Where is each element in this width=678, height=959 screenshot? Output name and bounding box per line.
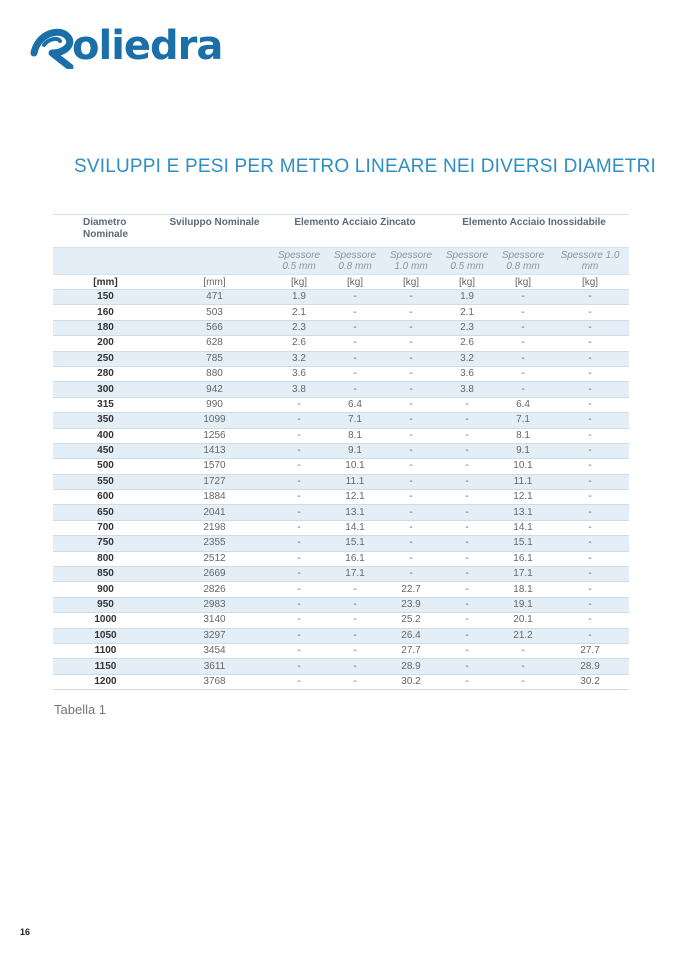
table-cell: 19.1 (495, 597, 551, 612)
table-row (53, 305, 629, 320)
table-cell: 14.1 (495, 520, 551, 535)
table-cell: - (551, 628, 629, 643)
page-title: SVILUPPI E PESI PER METRO LINEARE NEI DIVERSI DIAMETRI (74, 156, 656, 177)
table-cell: - (327, 628, 383, 643)
table-cell: 566 (158, 320, 271, 335)
table-row (53, 382, 629, 397)
table-cell: 3768 (158, 674, 271, 689)
table-cell: 2.3 (271, 320, 327, 335)
table-cell: 350 (53, 413, 158, 428)
table-cell: 471 (158, 290, 271, 305)
table-cell: - (271, 567, 327, 582)
thickness-cell: Spessore 0.5 mm (439, 248, 495, 275)
table-cell: 2041 (158, 505, 271, 520)
table-cell: - (271, 674, 327, 689)
units-row (53, 275, 629, 290)
table-cell: - (271, 613, 327, 628)
table-cell: 10.1 (327, 459, 383, 474)
table-cell: - (271, 536, 327, 551)
table-cell: - (551, 382, 629, 397)
table-cell: - (271, 628, 327, 643)
table-cell: - (271, 474, 327, 489)
table-cell: 1413 (158, 443, 271, 458)
table-cell: 2.1 (439, 305, 495, 320)
table-cell: 10.1 (495, 459, 551, 474)
table-cell: 1884 (158, 490, 271, 505)
table-cell: 3297 (158, 628, 271, 643)
table-cell: - (383, 505, 439, 520)
table-cell: 1100 (53, 643, 158, 658)
table-cell: - (551, 320, 629, 335)
table-cell: 1570 (158, 459, 271, 474)
table-cell: 11.1 (327, 474, 383, 489)
table-cell: - (495, 320, 551, 335)
table-cell: 3.8 (439, 382, 495, 397)
table-cell: 6.4 (495, 397, 551, 412)
table-cell: - (439, 413, 495, 428)
table-cell: - (551, 551, 629, 566)
table-cell: 13.1 (327, 505, 383, 520)
header-inox: Elemento Acciaio Inossidabile (439, 215, 629, 248)
unit-cell: [kg] (495, 275, 551, 290)
table-cell: - (551, 582, 629, 597)
table-row (53, 413, 629, 428)
table-cell: 13.1 (495, 505, 551, 520)
table-cell: 8.1 (327, 428, 383, 443)
table-row (53, 459, 629, 474)
table-cell: 650 (53, 505, 158, 520)
table-cell: 26.4 (383, 628, 439, 643)
table-cell: - (439, 643, 495, 658)
table-cell: 250 (53, 351, 158, 366)
table-cell: - (383, 551, 439, 566)
table-cell: 300 (53, 382, 158, 397)
table-cell: 1150 (53, 659, 158, 674)
table-cell: 990 (158, 397, 271, 412)
weights-table (53, 214, 629, 690)
table-cell: - (327, 366, 383, 381)
table-cell: - (271, 459, 327, 474)
table-cell: 2.1 (271, 305, 327, 320)
table-cell: - (439, 520, 495, 535)
table-cell: 27.7 (383, 643, 439, 658)
table-cell: - (495, 659, 551, 674)
table-cell: 3140 (158, 613, 271, 628)
table-cell: - (271, 582, 327, 597)
table-cell: - (551, 567, 629, 582)
table-cell: - (271, 597, 327, 612)
table-cell: - (439, 613, 495, 628)
table-row (53, 320, 629, 335)
table-cell: - (495, 336, 551, 351)
table-cell: - (551, 505, 629, 520)
table-row (53, 536, 629, 551)
header-zincato: Elemento Acciaio Zincato (271, 215, 439, 248)
table-cell: - (551, 459, 629, 474)
table-cell: - (495, 351, 551, 366)
table-cell: - (327, 336, 383, 351)
table-cell: 17.1 (495, 567, 551, 582)
table-row (53, 490, 629, 505)
table-cell: - (551, 397, 629, 412)
table-cell: 9.1 (327, 443, 383, 458)
table-cell: - (271, 490, 327, 505)
table-cell: 280 (53, 366, 158, 381)
table-cell: 942 (158, 382, 271, 397)
table-cell: 15.1 (495, 536, 551, 551)
table-cell: - (551, 597, 629, 612)
table-cell: - (551, 336, 629, 351)
table-cell: 550 (53, 474, 158, 489)
table-row (53, 597, 629, 612)
table-cell: 900 (53, 582, 158, 597)
table-cell: 14.1 (327, 520, 383, 535)
table-cell: 12.1 (327, 490, 383, 505)
table-cell: - (439, 674, 495, 689)
unit-cell: [kg] (439, 275, 495, 290)
table-cell: - (327, 674, 383, 689)
table-cell: - (383, 428, 439, 443)
table-cell: 3.6 (271, 366, 327, 381)
table-cell: - (271, 428, 327, 443)
table-cell: 1.9 (271, 290, 327, 305)
table-cell: - (439, 505, 495, 520)
table-caption: Tabella 1 (54, 702, 107, 717)
table-cell: - (383, 413, 439, 428)
table-cell: 2355 (158, 536, 271, 551)
table-cell: 1.9 (439, 290, 495, 305)
table-cell: 2983 (158, 597, 271, 612)
table-cell: 3454 (158, 643, 271, 658)
table-cell: 2826 (158, 582, 271, 597)
table-row (53, 659, 629, 674)
table-cell: 28.9 (383, 659, 439, 674)
table-cell: - (383, 474, 439, 489)
table-cell: - (495, 305, 551, 320)
table-cell: - (327, 320, 383, 335)
table-row (53, 428, 629, 443)
table-cell: - (271, 505, 327, 520)
table-cell: - (327, 305, 383, 320)
table-cell: 3611 (158, 659, 271, 674)
table-row (53, 505, 629, 520)
table-cell: - (551, 290, 629, 305)
table-cell: 12.1 (495, 490, 551, 505)
table-cell: - (551, 536, 629, 551)
table-cell: - (383, 520, 439, 535)
table-cell: 28.9 (551, 659, 629, 674)
table-cell: 30.2 (383, 674, 439, 689)
table-cell: - (551, 366, 629, 381)
table-row (53, 613, 629, 628)
table-cell: 8.1 (495, 428, 551, 443)
table-row (53, 551, 629, 566)
table-cell: 150 (53, 290, 158, 305)
thickness-row (53, 248, 629, 275)
table-cell: - (383, 567, 439, 582)
thickness-cell: Spessore 0.5 mm (271, 248, 327, 275)
table-cell: - (383, 351, 439, 366)
table-cell: - (383, 305, 439, 320)
table-cell: - (439, 474, 495, 489)
table-cell: 16.1 (327, 551, 383, 566)
table-cell: 1000 (53, 613, 158, 628)
unit-cell: [mm] (53, 275, 158, 290)
table-cell: 20.1 (495, 613, 551, 628)
table-cell: 15.1 (327, 536, 383, 551)
table-cell: - (551, 305, 629, 320)
table-row (53, 520, 629, 535)
table-cell: - (271, 551, 327, 566)
table-cell: - (327, 351, 383, 366)
table-cell: 25.2 (383, 613, 439, 628)
table-cell: - (327, 382, 383, 397)
table-cell: 850 (53, 567, 158, 582)
table-cell: - (495, 382, 551, 397)
table-cell: 750 (53, 536, 158, 551)
table-cell: 27.7 (551, 643, 629, 658)
table-cell: - (327, 643, 383, 658)
table-cell: 23.9 (383, 597, 439, 612)
table-cell: 180 (53, 320, 158, 335)
unit-cell: [kg] (551, 275, 629, 290)
table-row (53, 336, 629, 351)
table-cell: 1727 (158, 474, 271, 489)
table-cell: 880 (158, 366, 271, 381)
table-cell: 9.1 (495, 443, 551, 458)
table-row (53, 443, 629, 458)
unit-cell: [kg] (271, 275, 327, 290)
table-cell: - (383, 320, 439, 335)
table-cell: 2198 (158, 520, 271, 535)
table-cell: - (551, 613, 629, 628)
table-row (53, 474, 629, 489)
table-cell: 1200 (53, 674, 158, 689)
table-cell: 500 (53, 459, 158, 474)
table-cell: 700 (53, 520, 158, 535)
thickness-cell: Spessore 0.8 mm (327, 248, 383, 275)
unit-cell: [kg] (327, 275, 383, 290)
table-cell: - (495, 674, 551, 689)
logo-mark-icon (30, 23, 76, 69)
table-cell: - (495, 290, 551, 305)
table-cell: - (271, 520, 327, 535)
table-cell: 11.1 (495, 474, 551, 489)
header-diametro: Diametro Nominale (53, 215, 158, 248)
table-cell: 6.4 (327, 397, 383, 412)
table-cell: - (327, 582, 383, 597)
table-cell: - (327, 613, 383, 628)
table-cell: - (439, 551, 495, 566)
table-row (53, 582, 629, 597)
table-cell: - (383, 382, 439, 397)
table-cell: - (551, 520, 629, 535)
table-cell: - (327, 290, 383, 305)
table-row (53, 351, 629, 366)
table-cell: - (271, 659, 327, 674)
page-number: 16 (20, 927, 31, 937)
table-row (53, 628, 629, 643)
table-cell: - (551, 413, 629, 428)
table-cell: 3.6 (439, 366, 495, 381)
table-cell: 2512 (158, 551, 271, 566)
brand-logo (30, 20, 222, 72)
table-body (53, 290, 629, 690)
table-row (53, 366, 629, 381)
brand-name: oliedra (72, 23, 223, 69)
table-cell: 628 (158, 336, 271, 351)
table-cell: - (439, 567, 495, 582)
table-row (53, 643, 629, 658)
table-cell: 3.2 (439, 351, 495, 366)
table-cell: 3.8 (271, 382, 327, 397)
thickness-cell: Spessore 0.8 mm (495, 248, 551, 275)
table-cell: 600 (53, 490, 158, 505)
table-cell: - (495, 366, 551, 381)
table-cell: - (383, 459, 439, 474)
table-cell: 200 (53, 336, 158, 351)
thickness-cell: Spessore 1.0 mm (551, 248, 629, 275)
table-row (53, 674, 629, 689)
table-cell: - (439, 628, 495, 643)
table-cell: - (383, 366, 439, 381)
table-cell: - (495, 643, 551, 658)
table-row (53, 290, 629, 305)
table-cell: - (439, 597, 495, 612)
table-row (53, 567, 629, 582)
table-cell: 2.3 (439, 320, 495, 335)
table-cell: - (439, 397, 495, 412)
table-cell: - (383, 443, 439, 458)
table-cell: - (327, 659, 383, 674)
table-cell: - (271, 443, 327, 458)
table-cell: 1099 (158, 413, 271, 428)
table-cell: 315 (53, 397, 158, 412)
table-cell: 2.6 (271, 336, 327, 351)
table-cell: 785 (158, 351, 271, 366)
table-cell: 22.7 (383, 582, 439, 597)
table-cell: 1050 (53, 628, 158, 643)
table-cell: - (271, 397, 327, 412)
table-cell: - (271, 643, 327, 658)
table-cell: 160 (53, 305, 158, 320)
table-row (53, 397, 629, 412)
table-cell: 3.2 (271, 351, 327, 366)
table-cell: 7.1 (327, 413, 383, 428)
table-cell: 30.2 (551, 674, 629, 689)
table-cell: - (439, 443, 495, 458)
table-cell: - (439, 490, 495, 505)
table-cell: 7.1 (495, 413, 551, 428)
table-cell: 400 (53, 428, 158, 443)
table-cell: 18.1 (495, 582, 551, 597)
table-cell: 503 (158, 305, 271, 320)
table-cell: - (383, 536, 439, 551)
table-cell: - (439, 582, 495, 597)
table-cell: 17.1 (327, 567, 383, 582)
unit-cell: [kg] (383, 275, 439, 290)
table-cell: - (551, 474, 629, 489)
table-cell: - (551, 351, 629, 366)
table-cell: - (439, 659, 495, 674)
table-cell: - (551, 490, 629, 505)
table-cell: - (327, 597, 383, 612)
table-cell: 2.6 (439, 336, 495, 351)
table-cell: 2669 (158, 567, 271, 582)
unit-cell: [mm] (158, 275, 271, 290)
table-cell: 450 (53, 443, 158, 458)
thickness-cell: Spessore 1.0 mm (383, 248, 439, 275)
table-cell: 1256 (158, 428, 271, 443)
table-cell: - (551, 443, 629, 458)
table-cell: 21.2 (495, 628, 551, 643)
header-sviluppo: Sviluppo Nominale (158, 215, 271, 248)
table-cell: - (439, 459, 495, 474)
table-cell: 800 (53, 551, 158, 566)
table-cell: - (383, 490, 439, 505)
table-cell: 950 (53, 597, 158, 612)
table-cell: - (439, 536, 495, 551)
table-cell: - (383, 290, 439, 305)
table-cell: 16.1 (495, 551, 551, 566)
table-cell: - (439, 428, 495, 443)
table-cell: - (551, 428, 629, 443)
table-cell: - (271, 413, 327, 428)
table-cell: - (383, 397, 439, 412)
table-cell: - (383, 336, 439, 351)
